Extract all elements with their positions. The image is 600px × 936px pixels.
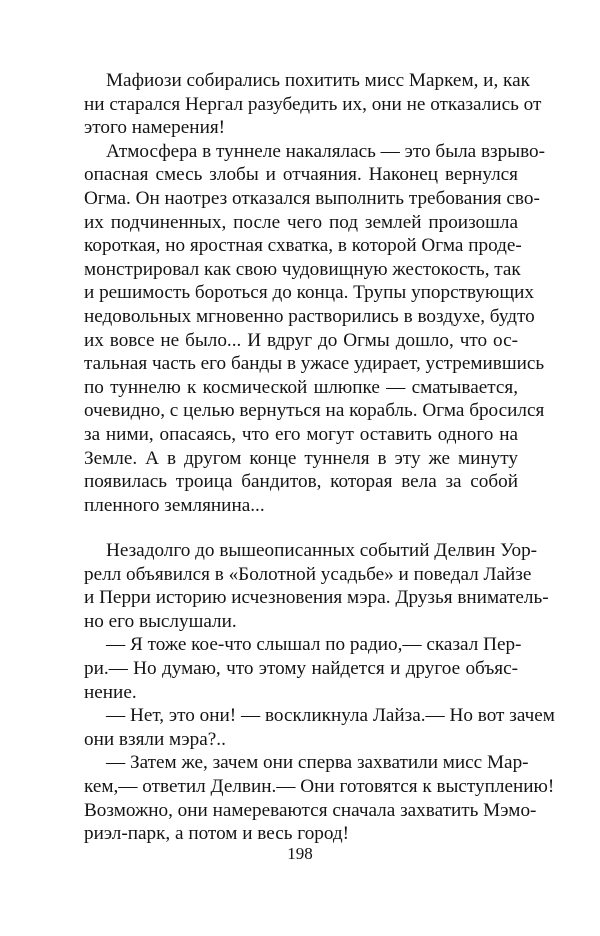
- paragraph: [84, 751, 555, 845]
- text-line: недовольных мгновенно растворились в воздухе, будто: [84, 305, 535, 327]
- text-line: этого намерения!: [84, 117, 226, 139]
- text-line: ри.— Но думаю, что этому найдется и другое объяс-: [84, 657, 518, 679]
- text-line: и решимость бороться до конца. Трупы упорствующих: [84, 282, 534, 304]
- paragraph: [84, 140, 546, 518]
- text-section-2: [84, 539, 555, 846]
- text-line: их вовсе не было... И вдруг до Огмы дошло, что ос-: [84, 329, 518, 351]
- text-line: — Я тоже кое-что слышал по радио,— сказал Пер-: [106, 634, 522, 656]
- text-line: риэл-парк, а потом и весь город!: [84, 823, 350, 845]
- text-section-1: [84, 69, 546, 517]
- text-line: и Перри историю исчезновения мэра. Друзья вниматель-: [84, 587, 549, 609]
- paragraph: [84, 69, 542, 140]
- text-line: нение.: [84, 681, 137, 703]
- text-line: по туннелю к космической шлюпке — сматывается,: [84, 376, 518, 398]
- text-line: Возможно, они намереваются сначала захватить Мэмо-: [84, 799, 537, 821]
- text-line: очевидно, с целью вернуться на корабль. Огма бросился: [84, 400, 545, 422]
- text-line: — Нет, это они! — воскликнула Лайза.— Но вот зачем: [106, 705, 555, 727]
- text-line: кем,— ответил Делвин.— Они готовятся к выступлению!: [84, 775, 555, 797]
- text-line: короткая, но яростная схватка, в которой Огма проде-: [84, 235, 522, 257]
- text-line: релл объявился в «Болотной усадьбе» и поведал Лайзе: [84, 563, 532, 585]
- text-line: за ними, опасаясь, что его могут оставить одного на: [84, 423, 518, 445]
- text-line: тальная часть его банды в ужасе удирает, устремившись: [84, 353, 545, 375]
- text-line: их подчиненных, после чего под землей произошла: [84, 211, 518, 233]
- text-line: — Затем же, зачем они сперва захватили мисс Мар-: [106, 752, 529, 774]
- text-line: Мафиози собирались похитить мисс Маркем, и, как: [106, 70, 530, 91]
- text-line: монстрировал как свою чудовищную жестокость, так: [84, 258, 521, 280]
- text-line: Земле. А в другом конце туннеля в эту же минуту: [84, 447, 518, 469]
- paragraph: [84, 704, 555, 751]
- text-line: Атмосфера в туннеле накалялась — это была взрыво-: [106, 140, 546, 162]
- text-line: ни старался Нергал разубедить их, они не отказались от: [84, 93, 542, 115]
- text-line: появилась троица бандитов, которая вела за собой: [84, 471, 518, 493]
- text-line: Огма. Он наотрез отказался выполнить требования сво-: [84, 187, 540, 209]
- text-line: опасная смесь злобы и отчаяния. Наконец вернулся: [84, 164, 518, 186]
- text-line: Незадолго до вышеописанных событий Делвин Уор-: [106, 540, 538, 561]
- page-number: 198: [287, 844, 313, 863]
- text-line: но его выслушали.: [84, 610, 237, 632]
- text-line: пленного землянина...: [84, 494, 265, 516]
- paragraph: [84, 539, 549, 633]
- paragraph: [84, 633, 522, 704]
- text-line: они взяли мэра?..: [84, 728, 226, 750]
